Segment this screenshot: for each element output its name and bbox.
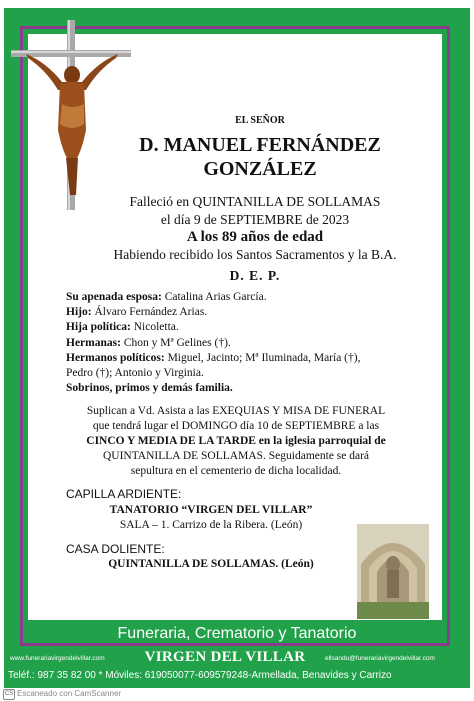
family-text: Miguel, Jacinto; Mª Iluminada, María (†), xyxy=(164,351,361,364)
camscanner-icon: CS xyxy=(3,689,15,700)
funeral-line: QUINTANILLA DE SOLLAMAS. Seguidamente se dará xyxy=(102,450,370,462)
family-row xyxy=(66,351,406,366)
funeral-home-name: TANATORIO “VIRGEN DEL VILLAR” xyxy=(109,504,313,516)
family-label: Hermanos políticos: xyxy=(66,351,165,364)
family-row xyxy=(66,320,406,335)
family-label: Hermanas: xyxy=(66,336,121,349)
sacraments-line: Habiendo recibido los Santos Sacramentos y la B.A. xyxy=(113,247,397,262)
family-label: Hija política: xyxy=(66,321,131,334)
crucifix-icon xyxy=(6,20,136,210)
funeral-line: que tendrá lugar el DOMINGO día 10 de SEPTIEMBRE a las xyxy=(92,420,380,432)
family-label: Hijo: xyxy=(66,306,92,319)
title-prefix: EL SEÑOR xyxy=(235,115,285,126)
deceased-name-line1: D. MANUEL FERNÁNDEZ xyxy=(139,134,381,156)
mourning-house-value: QUINTANILLA DE SOLLAMAS. (León) xyxy=(108,558,314,570)
brand-name: VIRGEN DEL VILLAR xyxy=(144,649,306,665)
funeral-line: CINCO Y MEDIA DE LA TARDE en la iglesia parroquial de xyxy=(86,435,386,447)
funeral-line: sepultura en el cementerio de dicha localidad. xyxy=(130,465,342,477)
email-link[interactable]: ellsandu@funerariavirgendelvillar.com xyxy=(325,655,435,662)
family-row xyxy=(66,290,406,305)
age-line: A los 89 años de edad xyxy=(186,229,324,245)
phone-line: Teléf.: 987 35 82 00 * Móviles: 619050077-609579248-Armellada, Benavides y Carrizo xyxy=(8,670,392,681)
family-row xyxy=(66,336,406,351)
family-row xyxy=(66,381,406,396)
death-date: el día 9 de SEPTIEMBRE de 2023 xyxy=(160,212,350,227)
website-link[interactable]: www.funerariavirgendelvillar.com xyxy=(10,655,105,662)
mourning-house-label: CASA DOLIENTE: xyxy=(66,542,165,556)
family-row xyxy=(66,305,406,320)
company-tagline: Funeraria, Crematorio y Tanatorio xyxy=(117,625,357,642)
family-text: Pedro (†); Antonio y Virginia. xyxy=(66,367,204,380)
family-text: Nicoletta. xyxy=(130,321,179,334)
death-place: Falleció en QUINTANILLA DE SOLLAMAS xyxy=(129,194,381,209)
family-label: Sobrinos, primos y demás familia. xyxy=(66,382,233,395)
family-list xyxy=(66,290,406,396)
family-text: Catalina Arias García. xyxy=(161,291,267,303)
chapel-label: CAPILLA ARDIENTE: xyxy=(66,487,182,501)
church-portal-image xyxy=(357,524,429,619)
family-text: Álvaro Fernández Arias. xyxy=(91,306,208,319)
funeral-line: Suplican a Vd. Asista a las EXEQUIAS Y MISA DE FUNERAL xyxy=(86,405,386,417)
funeral-home-room: SALA – 1. Carrizo de la Ribera. (León) xyxy=(119,519,303,531)
family-label: Su apenada esposa: xyxy=(66,291,162,303)
deceased-name-line2: GONZÁLEZ xyxy=(203,158,317,180)
funeral-notice xyxy=(66,404,406,479)
family-text: Chon y Mª Gelines (†). xyxy=(120,336,231,349)
scanner-watermark: Escaneado con CamScanner xyxy=(17,689,122,698)
rip-line: D. E. P. xyxy=(229,268,281,283)
family-row xyxy=(66,366,406,381)
